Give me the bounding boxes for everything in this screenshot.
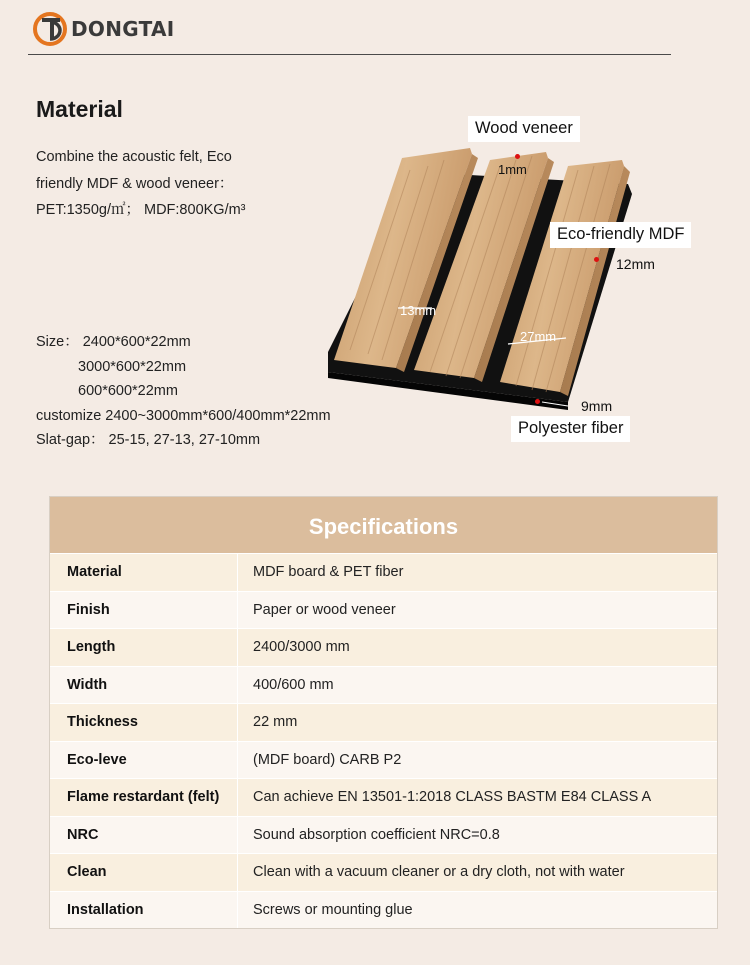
table-row: [50, 778, 717, 816]
spec-value: MDF board & PET fiber: [253, 564, 404, 581]
dongtai-logo-icon: [33, 12, 67, 46]
spec-value: (MDF board) CARB P2: [253, 751, 402, 768]
size-line: Size： 2400*600*22mm: [36, 334, 191, 350]
spec-label: Eco-leve: [50, 742, 238, 779]
spec-label: Thickness: [50, 704, 238, 741]
specifications-title: Specifications: [50, 497, 717, 553]
brand-name: DONGTAI: [71, 17, 175, 41]
description-line: PET:1350g/㎡； MDF:800KG/m³: [36, 202, 246, 218]
table-row: [50, 891, 717, 929]
spec-label: Length: [50, 629, 238, 666]
table-row: [50, 816, 717, 854]
table-row: [50, 703, 717, 741]
spec-value: 400/600 mm: [253, 676, 334, 693]
spec-value: Clean with a vacuum cleaner or a dry cloth, not with water: [253, 864, 625, 881]
size-line: Slat-gap： 25-15, 27-13, 27-10mm: [36, 432, 261, 448]
size-line: 3000*600*22mm: [78, 358, 187, 375]
spec-value: 22 mm: [253, 714, 298, 731]
spec-value: Sound absorption coefficient NRC=0.8: [253, 826, 500, 843]
slat-width-dimension: 27mm: [520, 329, 557, 344]
table-row: [50, 628, 717, 666]
description-line: friendly MDF & wood veneer：: [36, 175, 234, 192]
mdf-marker: [594, 257, 599, 262]
veneer-thickness: 1mm: [498, 162, 527, 177]
spec-value: Paper or wood veneer: [253, 601, 396, 618]
table-row: [50, 591, 717, 629]
polyester-callout: Polyester fiber: [511, 416, 630, 442]
product-diagram: [310, 110, 730, 455]
gap-dimension: 13mm: [400, 303, 437, 318]
felt-marker: [535, 399, 540, 404]
wood-veneer-callout: Wood veneer: [468, 116, 580, 142]
size-list: [36, 330, 331, 453]
size-line: customize 2400~3000mm*600/400mm*22mm: [36, 407, 331, 424]
spec-label: Finish: [50, 592, 238, 629]
size-line: 600*600*22mm: [78, 383, 178, 399]
spec-value: Screws or mounting glue: [253, 901, 413, 918]
spec-label: Width: [50, 667, 238, 704]
header-divider: [28, 54, 671, 55]
spec-label: Clean: [50, 854, 238, 891]
spec-value: 2400/3000 mm: [253, 639, 350, 656]
felt-thickness: 9mm: [581, 398, 613, 414]
material-title: Material: [36, 96, 123, 122]
table-row: [50, 853, 717, 891]
spec-label: Flame restardant (felt): [50, 779, 238, 816]
spec-label: Installation: [50, 892, 238, 929]
mdf-thickness: 12mm: [616, 256, 655, 272]
description-line: Combine the acoustic felt, Eco: [36, 149, 232, 165]
eco-mdf-callout: Eco-friendly MDF: [550, 222, 691, 248]
specifications-table: [49, 496, 718, 929]
spec-label: NRC: [50, 817, 238, 854]
table-row: [50, 741, 717, 779]
table-row: [50, 666, 717, 704]
veneer-marker: [515, 154, 520, 159]
spec-value: Can achieve EN 13501-1:2018 CLASS BASTM E84 CLASS A: [253, 789, 652, 806]
spec-rows: [50, 553, 717, 928]
spec-label: Material: [50, 554, 238, 591]
brand-header: [33, 12, 175, 46]
material-description: [36, 144, 316, 224]
table-row: [50, 553, 717, 591]
